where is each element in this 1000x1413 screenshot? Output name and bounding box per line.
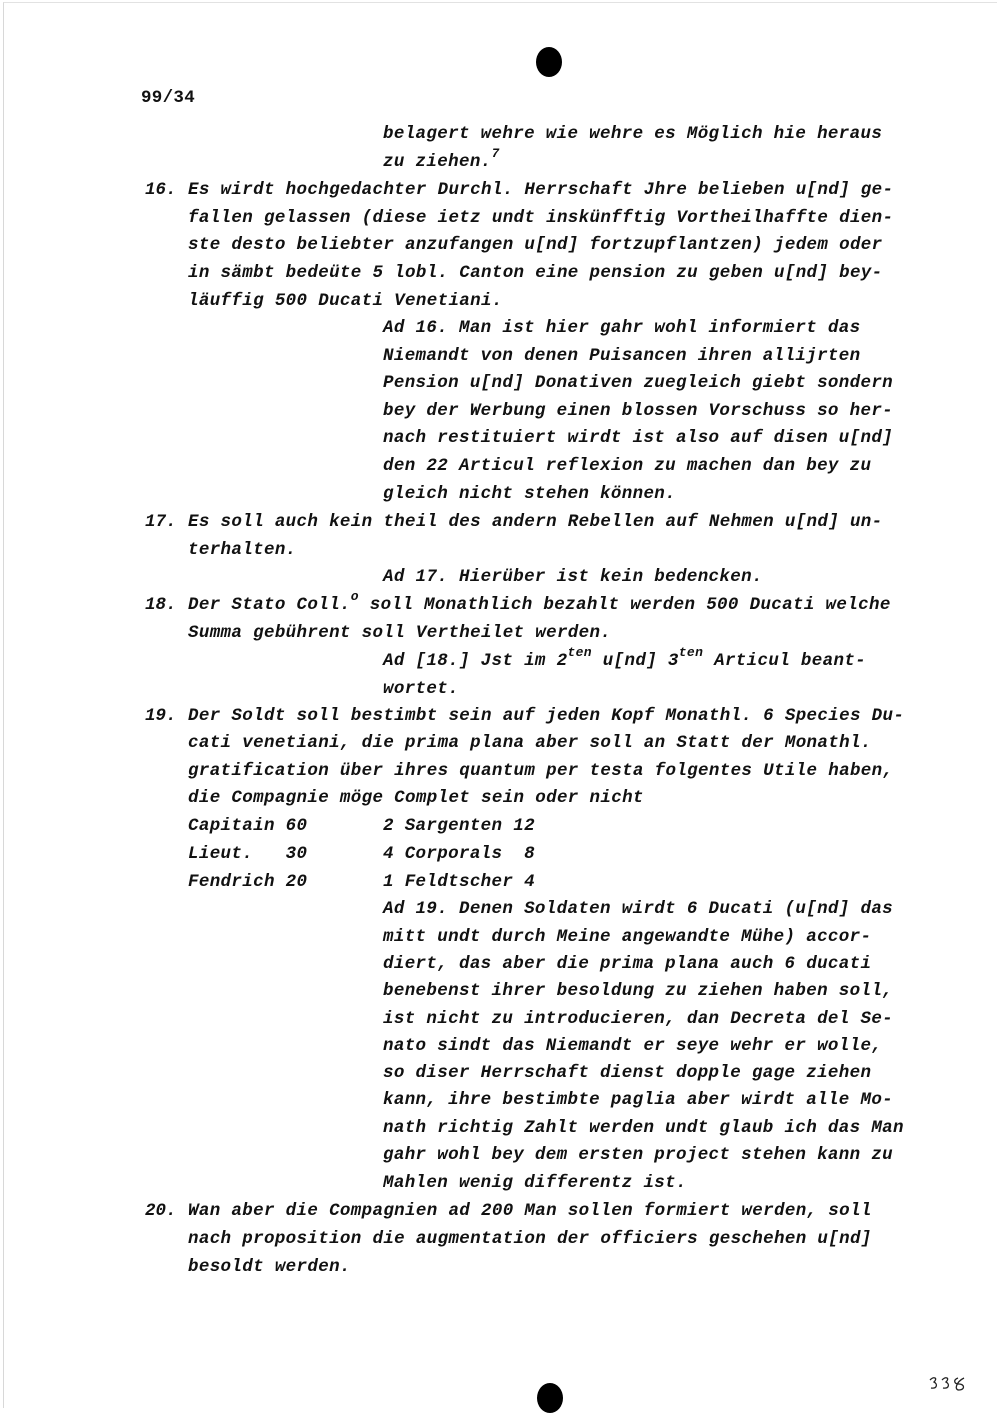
response-line: nach restituiert wirdt ist also auf disen u[nd]: [383, 428, 894, 448]
response-line: den 22 Articul reflexion zu machen dan bey zu: [383, 456, 872, 476]
article-number-17: 17.: [145, 512, 177, 532]
text-line: zu ziehen.$^7$: [383, 146, 500, 172]
text-line: Der Soldt soll bestimbt sein auf jeden Kopf Monathl. 6 Species Du-: [188, 706, 905, 726]
response-line: kann, ihre bestimbte paglia aber wirdt alle Mo-: [383, 1090, 894, 1110]
response-line: diert, das aber die prima plana auch 6 ducati: [383, 954, 872, 974]
handwritten-folio-mark: [928, 1372, 972, 1396]
response-line: bey der Werbung einen blossen Vorschuss so her-: [383, 401, 894, 421]
pay-table-cell: Lieut. 30: [188, 844, 308, 864]
punch-hole-top: [536, 47, 562, 77]
punch-hole-bottom: [537, 1383, 563, 1413]
text-line: Es soll auch kein theil des andern Rebellen auf Nehmen u[nd] un-: [188, 512, 883, 532]
text-line: terhalten.: [188, 540, 297, 560]
response-line: Ad 16. Man ist hier gahr wohl informiert das: [383, 318, 861, 338]
superscript: ten: [567, 645, 592, 661]
response-line: Mahlen wenig differentz ist.: [383, 1173, 687, 1193]
text-line: Summa gebührent soll Vertheilet werden.: [188, 623, 612, 643]
response-line: wortet.: [383, 679, 459, 699]
text-line: die Compagnie möge Complet sein oder nicht: [188, 788, 644, 808]
article-number-19: 19.: [145, 706, 177, 726]
article-number-16: 16.: [145, 180, 177, 200]
response-line: Pension u[nd] Donativen zuegleich giebt sondern: [383, 373, 894, 393]
text-line: gratification über ihres quantum per testa folgentes Utile haben,: [188, 761, 894, 781]
response-line: Ad 19. Denen Soldaten wirdt 6 Ducati (u[nd] das: [383, 899, 894, 919]
text-line: ste desto beliebter anzufangen u[nd] fortzupflantzen) jedem oder: [188, 235, 883, 255]
text-line: in sämbt bedeüte 5 lobl. Canton eine pension zu geben u[nd] bey-: [188, 263, 883, 283]
response-line: mitt undt durch Meine angewandte Mühe) accor-: [383, 927, 872, 947]
response-line: ist nicht zu introducieren, dan Decreta del Se-: [383, 1009, 894, 1029]
text-line: besoldt werden.: [188, 1257, 351, 1277]
footnote-marker: 7: [491, 146, 500, 162]
response-line: benebenst ihrer besoldung zu ziehen haben soll,: [383, 981, 894, 1001]
page-reference: 99/34: [141, 88, 196, 108]
response-line: Ad [18.] Jst im $2^{ten}$ u[nd] $3^{ten}$ Articul beant-: [383, 645, 867, 671]
article-number-18: 18.: [145, 595, 177, 615]
response-line: nato sindt das Niemandt er seye wehr er wolle,: [383, 1036, 883, 1056]
pay-table-cell: 2 Sargenten 12: [383, 816, 535, 836]
text-line: Wan aber die Compagnien ad 200 Man sollen formiert werden, soll: [188, 1201, 872, 1221]
pay-table-cell: 1 Feldtscher 4: [383, 872, 535, 892]
response-line: gahr wohl bey dem ersten project stehen kann zu: [383, 1145, 894, 1165]
pay-table-cell: Capitain 60: [188, 816, 308, 836]
article-number-20: 20.: [145, 1201, 177, 1221]
response-line: Niemandt von denen Puisancen ihren allijrten: [383, 346, 861, 366]
response-line: so diser Herrschaft dienst dopple gage ziehen: [383, 1063, 872, 1083]
text-line: fallen gelassen (diese ietz undt inskünfftig Vortheilhaffte dien-: [188, 208, 894, 228]
text-line: läuffig 500 Ducati Venetiani.: [188, 291, 503, 311]
response-line: gleich nicht stehen können.: [383, 484, 676, 504]
pay-table-cell: 4 Corporals 8: [383, 844, 535, 864]
text-line: belagert wehre wie wehre es Möglich hie heraus: [383, 124, 883, 144]
superscript: ten: [678, 645, 704, 661]
pay-table-cell: Fendrich 20: [188, 872, 308, 892]
text-line: Es wirdt hochgedachter Durchl. Herrschaft Jhre belieben u[nd] ge-: [188, 180, 894, 200]
superscript: o: [350, 589, 359, 605]
response-line: nath richtig Zahlt werden undt glaub ich das Man: [383, 1118, 904, 1138]
response-line: Ad 17. Hierüber ist kein bedencken.: [383, 567, 763, 587]
text-line: Der Stato Coll.$^o$ soll Monathlich bezahlt werden 500 Ducati welche: [188, 589, 891, 615]
text-line: nach proposition die augmentation der officiers geschehen u[nd]: [188, 1229, 872, 1249]
text-line: cati venetiani, die prima plana aber soll an Statt der Monathl.: [188, 733, 872, 753]
